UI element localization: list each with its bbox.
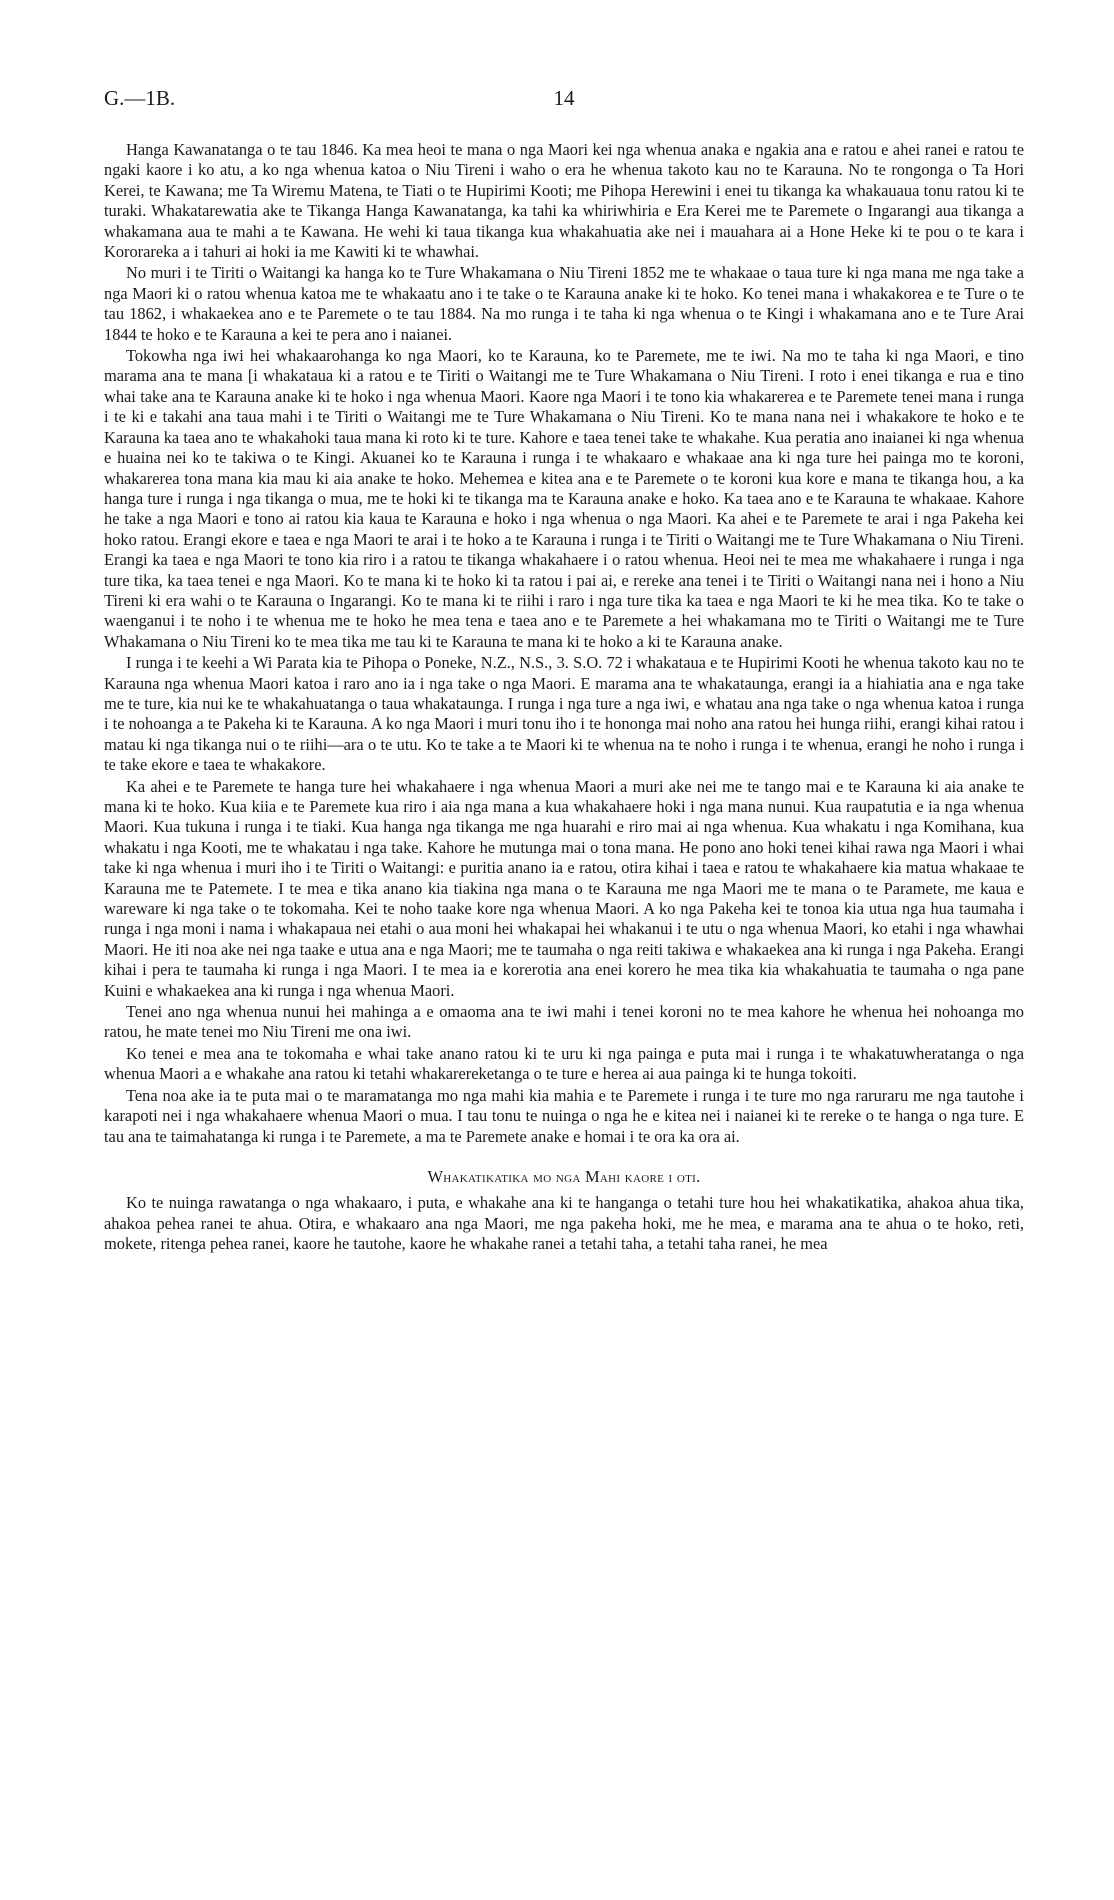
paragraph: Ka ahei e te Paremete te hanga ture hei whakahaere i nga whenua Maori a muri ake nei me te tango mai e te Karauna ki aia anake te mana ki te hoko. Kua kiia e te Paremete kua riro i aia nga mana a kua whakahaere hoki i nga mana nunui. Kua raupatutia e ia nga whenua Maori. Kua tukuna i runga i te tiaki. Kua hanga nga tikanga me nga huarahi e riro mai ai nga whenua. Kua whakatu i nga Komihana, kua whakatu i nga Kooti, me te whakatau i nga take. Kahore he mutunga mai o tona mana. He pono ano hoki tenei kihai rawa nga Maori i whai take ki nga whenua i muri iho i te Tiriti o Waitangi: e puritia anano ia e ratou, otira kihai i taea e ratou te whakahaere kia matua whakaae te Karauna me te Patemete. I te mea e tika anano kia tiakina nga mana o te Karauna me nga Maori me te mana o te Paramete, me kaua e wareware ki nga take o te tokomaha. Kei te noho taake kore nga whenua Maori. A ko nga Pakeha kei te tonoa kia utua nga hua taumaha i runga i nga moni i nama i whakapaua nei etahi o aua moni hei whakapai hei whakanui i te utu o nga whenua Maori, ko etahi i nga whawhai Maori. He iti noa ake nei nga taake e utua ana e nga Maori; me te taumaha o nga reiti takiwa e whakaekea ana ki runga i nga Pakeha. Erangi kihai i pera te taumaha ki runga i nga Maori. I te mea ia e korerotia ana enei korero he mea tika kia whakahuatia te taumaha o nga pane Kuini e whakaekea ana ki runga i nga whenua Maori. [104,776,1024,1000]
paragraph: Ko tenei e mea ana te tokomaha e whai take anano ratou ki te uru ki nga painga e puta mai i runga i te whakatuwheratanga o nga whenua Maori a e whakahe ana ratou ki tetahi whakarereketanga o te ture e herea ai aua painga ki te hunga tokoiti. [104,1043,1024,1084]
closing-paragraph: Ko te nuinga rawatanga o nga whakaaro, i puta, e whakahe ana ki te hanganga o tetahi ture hou hei whakatikatika, ahakoa ahua tika, ahakoa pehea ranei te ahua. Otira, e whakaaro ana nga Maori, me nga pakeha hoki, me he mea, e marama ana te ahua o te hoko, reti, mokete, ritenga pehea ranei, kaore he tautohe, kaore he whakahe ranei a tetahi taha, a tetahi taha ranei, he mea [104,1193,1024,1254]
page-header [104,86,1024,116]
paragraph: I runga i te keehi a Wi Parata kia te Pihopa o Poneke, N.Z., N.S., 3. S.O. 72 i whakataua e te Hupirimi Kooti he whenua takoto kau no te Karauna nga whenua Maori katoa i raro ano ia i nga take o nga Maori. E marama ana te whakataunga, erangi ia a hiahiatia ana e nga take me te ture, kia nui ke te whakahuatanga o taua whakataunga. I runga i nga ture a nga iwi, e whatau ana nga take o nga whenua katoa i runga i te nohoanga a te Pakeha ki te Karauna. A ko nga Maori i muri tonu iho i te hononga mai noho ana ratou hei hunga riihi, erangi kihai ratou i matau ki nga tikanga nui o te riihi—ara o te utu. Ko te take a te Maori ki te whenua na te noho i runga i te whenua, erangi he noho i runga i te take ekore e taea te whakakore. [104,653,1024,775]
paragraph: Tokowha nga iwi hei whakaarohanga ko nga Maori, ko te Karauna, ko te Paremete, me te iwi. Na mo te taha ki nga Maori, e tino marama ana te mana [i whakataua ki a ratou e te Tiriti o Waitangi me te Ture Whakamana o Niu Tireni. I roto i enei tikanga e rua e tino whai take ana te Karauna anake ki te hoko i nga whenua Maori. Kaore nga Maori i te tono kia whakarerea e te Paremete tenei mana i runga i te ki e takahi ana taua mahi i te Tiriti o Waitangi me te Ture Whakamana o Niu Tireni. Ko te mana nana nei i whakakore te hoko e te Karauna ka taea ano te whakahoki taua mana ki roto ki te ture. Kahore e taea tenei take te whakahe. Kua peratia ano inaianei ki nga whenua e huaina nei ko te takiwa o te Kingi. Akuanei ko te Karauna i runga i te whakaaro e whakaae ana ki nga ture hei painga mo te koroni, whakarerea tona mana kia mau ki aia anake te hoko. Mehemea e kitea ana e te Paremete o te koroni kua kore e mana te tikanga hou, a ka hanga ture i runga i nga tikanga o mua, me te hoki ki te tikanga ma te Karauna anake e hoko. Ka taea ano e te Karauna te whakaae. Kahore he take a nga Maori e tono ai ratou kia kaua te Karauna e hoko i nga whenua o nga Maori. Ka ahei e te Paremete te arai i nga Pakeha kei hoko ratou. Erangi ekore e taea e nga Maori te arai i te hoko a te Karauna i runga i te Tiriti o Waitangi me te Ture Whakamana o Niu Tireni. Erangi ka taea e nga Maori te tono kia riro i a ratou te tikanga whakahaere i o ratou whenua. Heoi nei te mea me whakahaere i runga i nga ture tika, ka taea tenei e nga Maori. Ko te mana ki te hoko ki ta ratou i pai ai, e rereke ana tenei i te Tiriti o Waitangi nana nei i hono a Niu Tireni ki era wahi o te Karauna o Ingarangi. Ko te mana ki te riihi i raro i nga ture tika ka taea e nga Maori te ki he mea tika. Ko te take o waenganui i te noho i te whenua me te hoko he mea tena e taea ano e te Paremete a hei whakamana mo te Tiriti o Waitangi me te Ture Whakamana o Niu Tireni ko te mea tika me tau ki te Karauna te mana ki te hoko a ki te Karauna anake. [104,346,1024,651]
paragraph: Tenei ano nga whenua nunui hei mahinga a e omaoma ana te iwi mahi i tenei koroni no te mea kahore he whenua hei nohoanga mo ratou, he mate tenei mo Niu Tireni me ona iwi. [104,1002,1024,1042]
section-heading: Whakatikatika mo nga Mahi kaore i oti. [427,1166,701,1186]
document-body [104,140,1024,1256]
document-reference: G.—1B. [104,86,176,110]
paragraph: Tena noa ake ia te puta mai o te maramatanga mo nga mahi kia mahia e te Paremete i runga i te ture mo nga raruraru me nga tautohe i karapoti nei i nga whakahaere whenua Maori o mua. I tau tonu te nuinga o nga he e kitea nei i naianei ki te rereke o te hanga o nga ture. E tau ana te taimahatanga ki runga i te Paremete, a ma te Paremete anake e homai i te ora ka ora ai. [104,1085,1024,1146]
paragraph: Hanga Kawanatanga o te tau 1846. Ka mea heoi te mana o nga Maori kei nga whenua anaka e ngakia ana e ratou e ahei ranei e ratou te ngaki kaore i ko atu, a ko nga whenua katoa o Niu Tireni i waho o era he whenua takoto kau no te Karauna. No te rongonga o Ta Hori Kerei, te Kawana; me Ta Wiremu Matena, te Tiati o te Hupirimi Kooti; me Pihopa Herewini i enei tu tikanga ka whakauaua tonu ratou ki te turaki. Whakatarewatia ake te Tikanga Hanga Kawanatanga, ka tahi ka whiriwhiria e Era Kerei me te Paremete o Ingarangi aua tikanga a whakamana aua te mahi a te Kawana. He wehi ki taua tikanga kua whakahuatia ake nei i mauahara ai a Hone Heke ki te pou o te kara i Kororareka a i tahuri ai hoki ia me Kawiti ki te whawhai. [104,140,1024,262]
paragraph: No muri i te Tiriti o Waitangi ka hanga ko te Ture Whakamana o Niu Tireni 1852 me te whakaae o taua ture ki nga mana me nga take a nga Maori ki o ratou whenua katoa me te whakaatu ano i te take o te Karauna anake ki te hoko. Ko tenei mana i whakakorea e te Ture o te tau 1862, i whakaekea ano e te Paremete o te tau 1884. Na mo runga i te taha ki nga whenua o te Kingi i whakamana ano e te Ture Arai 1844 te hoko e te Karauna a kei te pera ano i naianei. [104,263,1024,344]
page-number: 14 [553,86,575,110]
